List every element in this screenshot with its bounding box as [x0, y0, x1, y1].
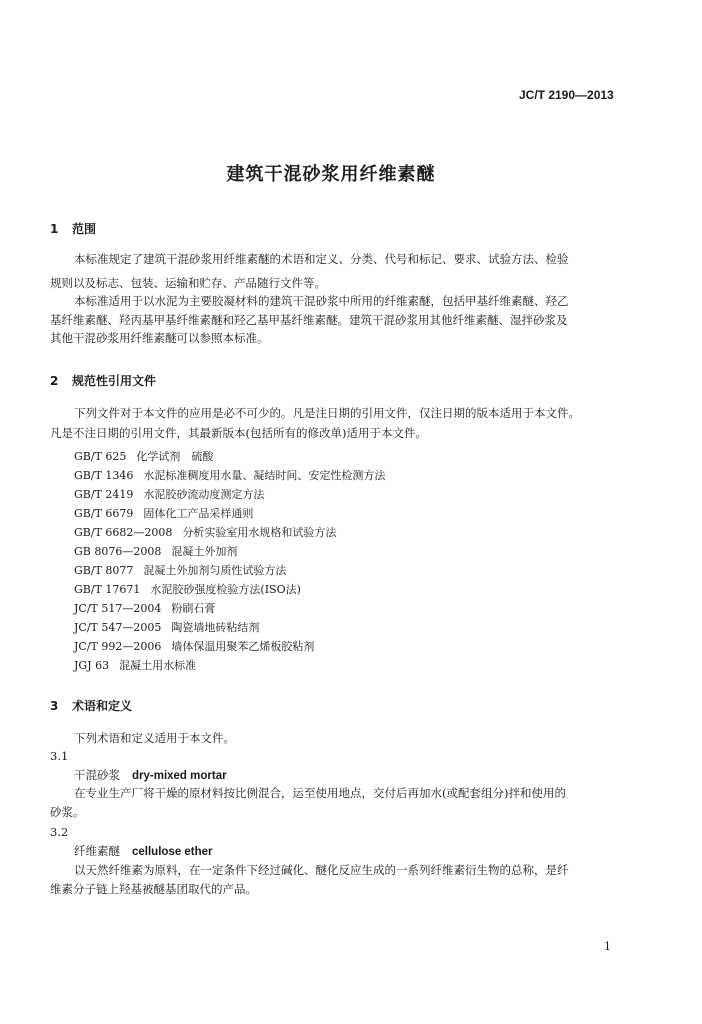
reference-item	[74, 505, 253, 521]
term-en: dry-mixed mortar	[132, 770, 227, 782]
paragraph-line: 其他干混砂浆用纤维素醚可以参照本标准。	[50, 331, 269, 345]
term-en: cellulose ether	[132, 846, 213, 858]
reference-item	[74, 581, 301, 597]
reference-item	[74, 448, 213, 464]
section-number: 1	[50, 222, 59, 236]
reference-code: GB/T 6682—2008	[74, 526, 173, 539]
reference-name: 混凝土外加剂匀质性试验方法	[143, 564, 287, 577]
reference-item	[74, 562, 286, 578]
reference-code: JC/T 547—2005	[74, 621, 162, 634]
section-title: 术语和定义	[72, 699, 133, 713]
section-number: 2	[50, 374, 59, 388]
reference-code: GB 8076—2008	[74, 545, 162, 558]
reference-item	[74, 467, 385, 483]
reference-code: GB/T 6679	[74, 507, 134, 520]
standard-code: JC/T 2190—2013	[519, 88, 614, 102]
reference-code: GB/T 625	[74, 450, 127, 463]
section-title: 规范性引用文件	[72, 374, 157, 388]
paragraph-line: 下列文件对于本文件的应用是必不可少的。凡是注日期的引用文件，仅注日期的版本适用于本文件。	[74, 406, 580, 420]
reference-item	[74, 619, 259, 635]
reference-code: GB/T 2419	[74, 488, 134, 501]
reference-item	[74, 638, 314, 654]
reference-name: 分析实验室用水规格和试验方法	[182, 526, 337, 539]
term-definition-line: 维素分子链上羟基被醚基团取代的产品。	[50, 882, 257, 896]
reference-name: 水泥标准稠度用水量、凝结时间、安定性检测方法	[143, 469, 386, 482]
term-definition-line: 砂浆。	[50, 805, 85, 819]
paragraph-line: 凡是不注日期的引用文件，其最新版本(包括所有的修改单)适用于本文件。	[50, 426, 427, 440]
term-number: 3.2	[50, 825, 69, 839]
reference-name: 水泥胶砂流动度测定方法	[143, 488, 265, 501]
paragraph-line: 下列术语和定义适用于本文件。	[74, 731, 235, 745]
paragraph-line: 规则以及标志、包装、运输和贮存、产品随行文件等。	[50, 276, 326, 290]
reference-code: GB/T 8077	[74, 564, 134, 577]
reference-item	[74, 486, 264, 502]
term-heading	[74, 770, 227, 783]
paragraph-line: 本标准适用于以水泥为主要胶凝材料的建筑干混砂浆中所用的纤维素醚，包括甲基纤维素醚、羟乙	[74, 294, 569, 308]
reference-item	[74, 657, 196, 673]
term-definition-line: 以天然纤维素为原料，在一定条件下经过碱化、醚化反应生成的一系列纤维素衍生物的总称，是纤	[74, 863, 569, 877]
reference-name: 粉刷石膏	[171, 602, 216, 615]
reference-item	[74, 524, 336, 540]
page-number: 1	[604, 940, 611, 953]
term-cn: 纤维素醚	[74, 844, 120, 858]
term-heading	[74, 846, 213, 859]
section-heading-terms	[50, 697, 132, 714]
section-heading-references	[50, 372, 156, 389]
paragraph-line: 本标准规定了建筑干混砂浆用纤维素醚的术语和定义、分类、代号和标记、要求、试验方法、检验	[74, 252, 569, 266]
reference-item	[74, 600, 215, 616]
reference-code: JC/T 992—2006	[74, 640, 162, 653]
term-definition-line: 在专业生产厂将干燥的原材料按比例混合，运至使用地点，交付后再加水(或配套组分)拌和使用的	[74, 786, 566, 800]
term-number: 3.1	[50, 749, 69, 763]
reference-name: 固体化工产品采样通则	[143, 507, 254, 520]
reference-item	[74, 543, 237, 559]
reference-code: GB/T 1346	[74, 469, 134, 482]
paragraph-line: 基纤维素醚、羟丙基甲基纤维素醚和羟乙基甲基纤维素醚。建筑干混砂浆用其他纤维素醚、湿拌砂浆及	[50, 313, 568, 327]
reference-code: JC/T 517—2004	[74, 602, 162, 615]
reference-code: GB/T 17671	[74, 583, 141, 596]
reference-name: 水泥胶砂强度检验方法(ISO法)	[150, 583, 301, 596]
reference-name: 混凝土外加剂	[171, 545, 238, 558]
term-cn: 干混砂浆	[74, 768, 120, 782]
reference-name: 陶瓷墙地砖粘结剂	[171, 621, 260, 634]
section-title: 范围	[72, 222, 97, 236]
reference-name: 化学试剂 硫酸	[136, 450, 214, 463]
reference-name: 墙体保温用聚苯乙烯板胶粘剂	[171, 640, 315, 653]
section-heading-scope	[50, 220, 96, 237]
document-title: 建筑干混砂浆用纤维素醚	[226, 164, 436, 185]
reference-name: 混凝土用水标准	[119, 659, 197, 672]
section-number: 3	[50, 699, 59, 713]
reference-code: JGJ 63	[74, 659, 110, 672]
